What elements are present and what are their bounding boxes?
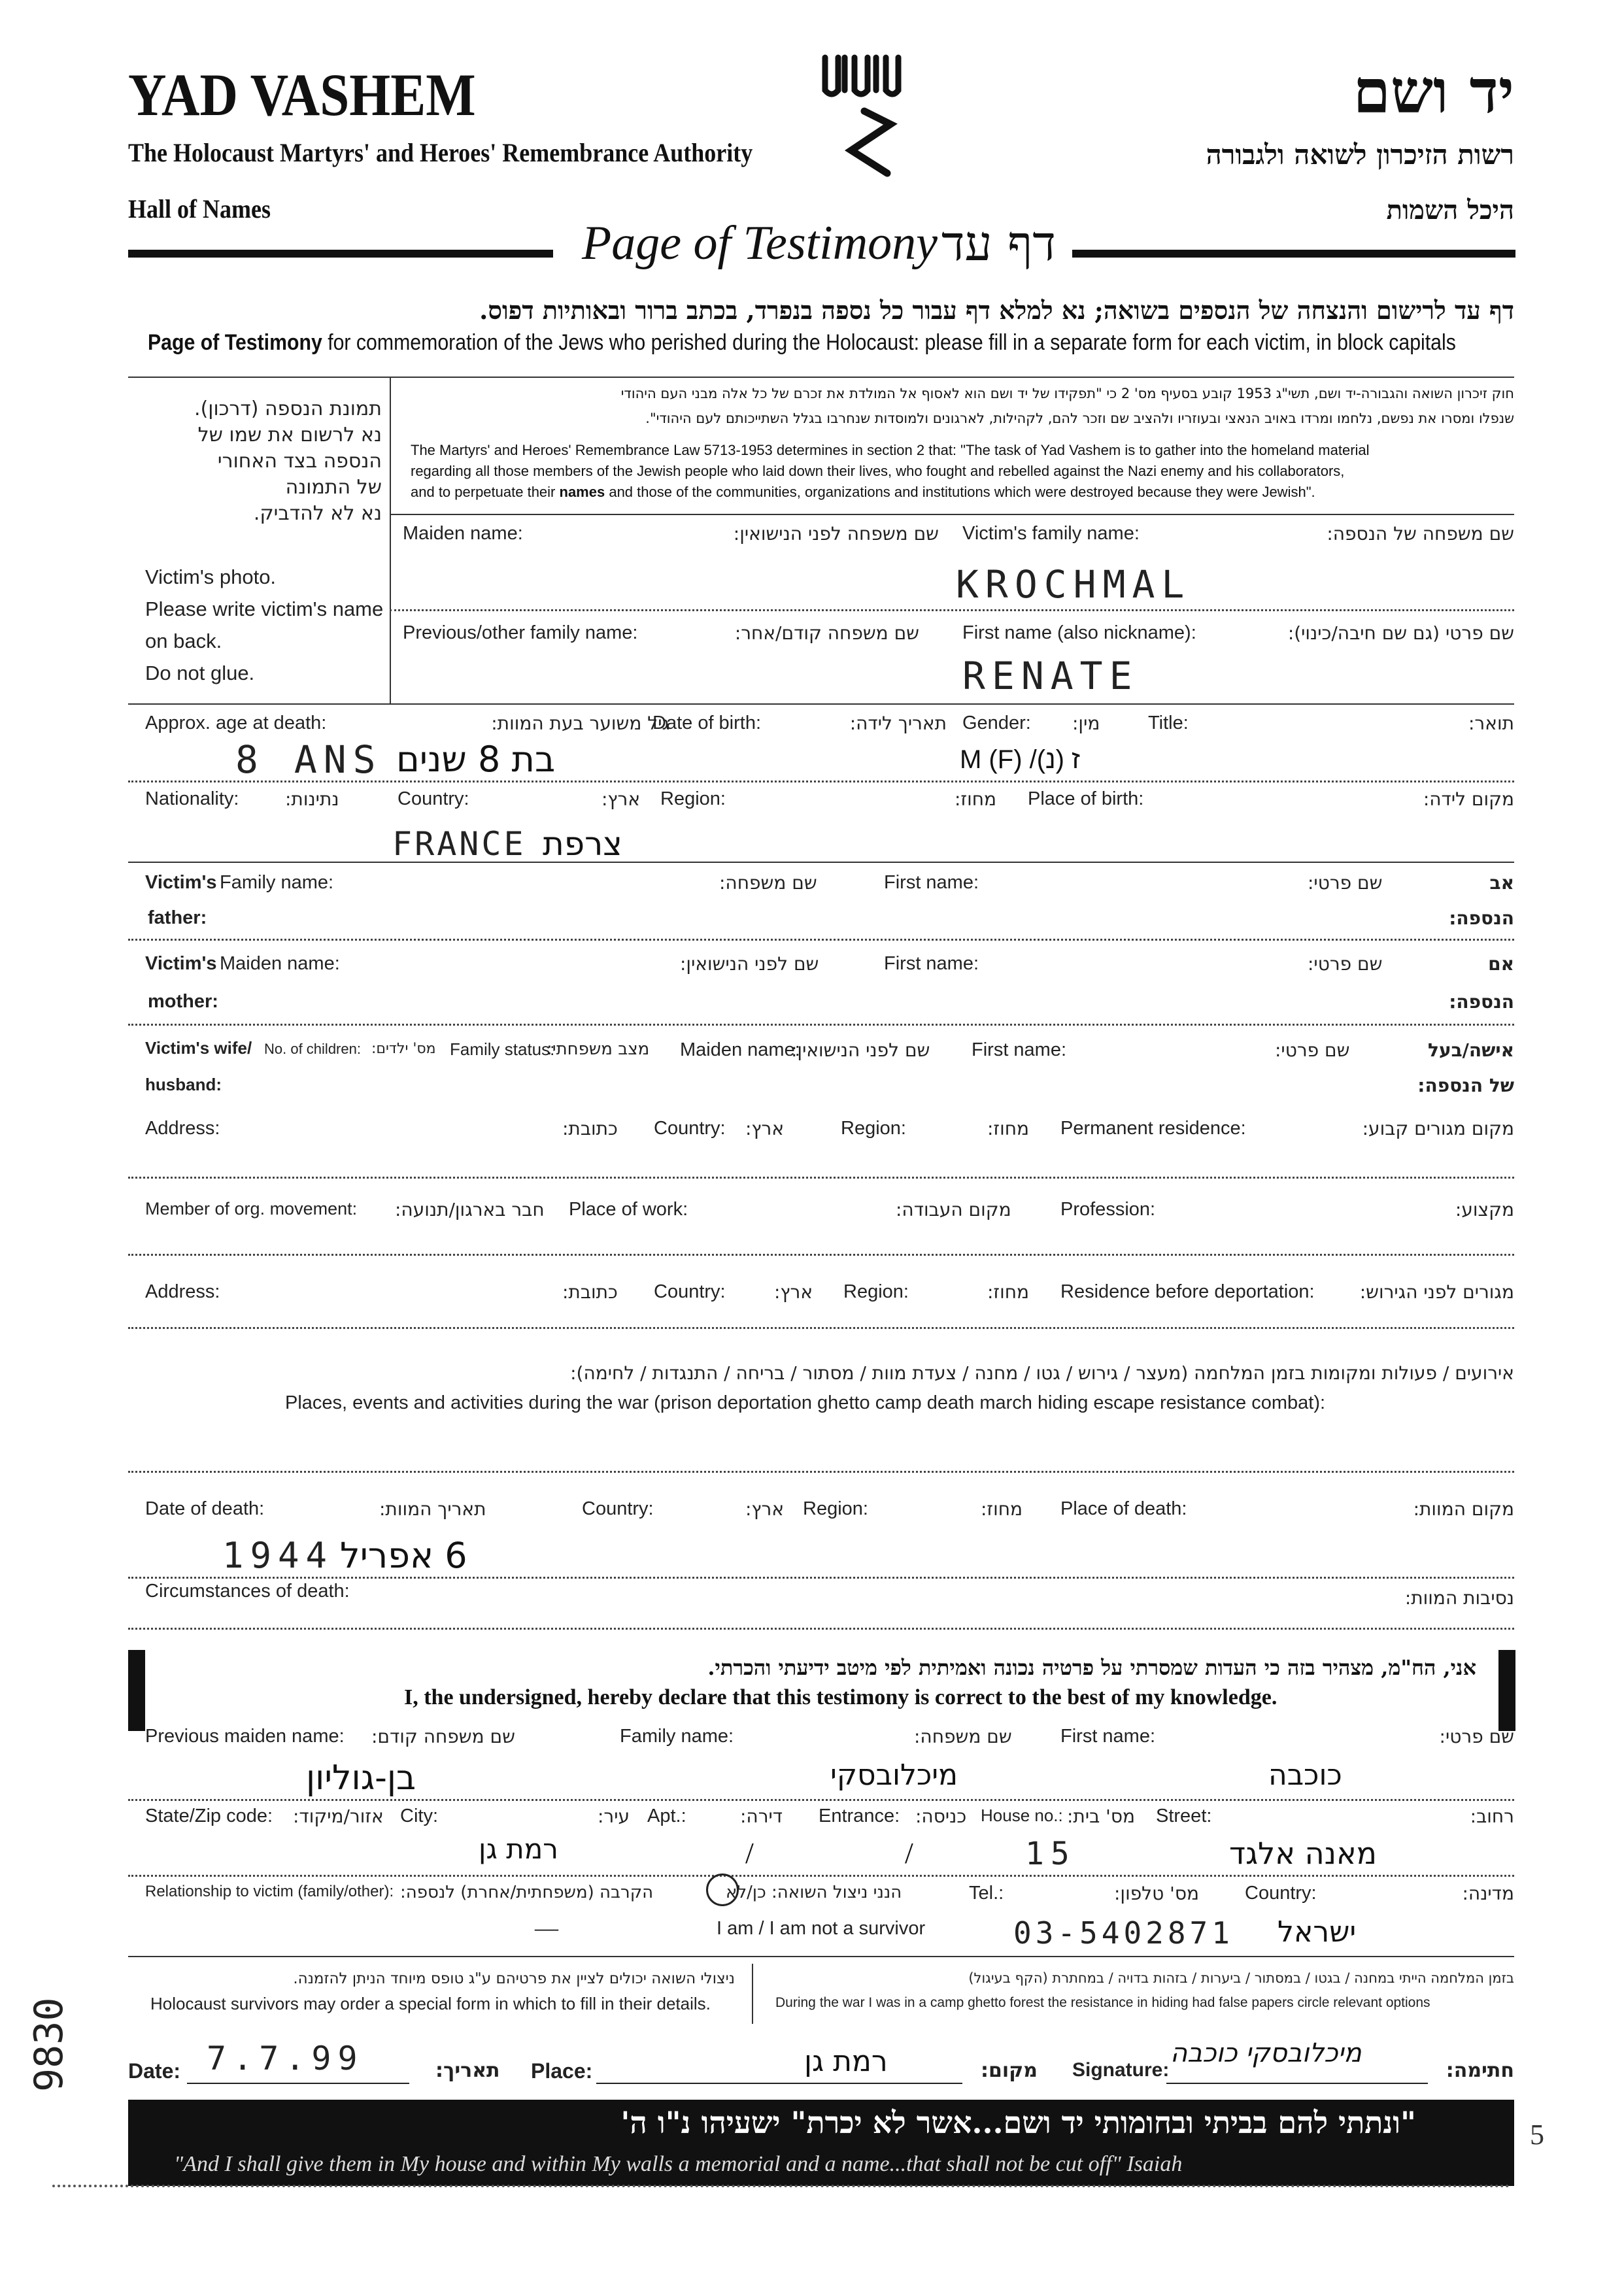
title-label: Title: [1148,713,1189,733]
entrance-label-he: כניסה: [915,1806,967,1827]
margin-right-mark: 5 [1530,2119,1544,2151]
photo-he-line: נא לרשום את שמו של [197,424,382,446]
survivor-label-en: I am / I am not a survivor [717,1918,926,1939]
photo-box-divider [390,377,391,703]
family-status-label-he: מצב משפחתי: [547,1039,650,1059]
gender-options[interactable]: M (F) /ז (נ) [960,745,1080,774]
law-en-2: regarding all those members of the Jewish people who laid down their lives, who fought and rebelled against the Nazi enemy and his collaborators, [411,463,1345,479]
place-of-death-label-he: מקום המוות: [1413,1498,1514,1520]
margin-stamp-number: 9830 [26,1997,72,2092]
mother-maiden-name-label-he: שם לפני הנישואין: [680,953,819,975]
submitter-prev-maiden-value[interactable]: בן-גוליון [306,1758,416,1798]
places-events-he: אירועים / פעולות ומקומות בזמן המלחמה (מעצר / גירוש / גטו / מחנה / צעדת מוות / מסתור / בריחה / התנגדות / לחימה): [570,1362,1514,1384]
intro-he: דף עד לרישום והנצחה של הנספים בשואה; נא למלא דף עבור כל נספה בנפרד, בכתב ברור ובאותיות דפוס. [479,295,1514,325]
entrance-value[interactable]: / [905,1836,913,1870]
hall-of-names-he: היכל השמות [1386,195,1514,226]
street-label: Street: [1156,1806,1212,1826]
father-label: father: [148,907,207,928]
law-en-1: The Martyrs' and Heroes' Remembrance Law 5713-1953 determines in section 2 that: "The task of Yad Vashem is to gather into the homeland material [411,442,1370,458]
family-name-label: Victim's family name: [962,523,1140,544]
survivor-circle [706,1874,739,1906]
address-country-label-he: ארץ: [745,1118,785,1139]
house-no-label-he: מס' בית: [1067,1806,1136,1827]
mother-first-name-label: First name: [884,953,979,974]
intro-en [148,330,1456,356]
member-org-label: Member of org. movement: [145,1199,358,1219]
maiden-name-label: Maiden name: [403,523,523,544]
first-name-label: First name (also nickname): [962,622,1196,643]
country-label: Country: [398,788,469,809]
father-family-name-label-he: שם משפחה: [719,872,817,894]
father-first-name-label: First name: [884,872,979,893]
date-of-death-value-he[interactable]: 6 אפריל [340,1535,467,1576]
survivors-note-en-left: Holocaust survivors may order a special form in which to fill in their details. [150,1994,711,2013]
signature-label-he: חתימה: [1446,2059,1514,2082]
declaration-bar-right [1498,1650,1515,1731]
children-label: No. of children: [264,1041,361,1057]
date-label-he: תאריך: [435,2059,500,2082]
footer-noise [52,2185,1510,2187]
org-name-he: יד ושם [1353,56,1514,127]
place-of-death-label: Place of death: [1060,1498,1187,1519]
date-of-birth-label-he: תאריך לידה: [849,713,947,734]
signature-value[interactable]: מיכלובסקי כוכבה [1170,2038,1362,2068]
footer-quote-en: "And I shall give them in My house and within My walls a memorial and a name...that shall not be cut off" Isaiah [174,2152,1183,2176]
submitter-first-label: First name: [1060,1726,1156,1747]
address2-label-he: כתובת: [562,1281,618,1303]
org-name-en: YAD VASHEM [128,61,476,128]
apt-value[interactable]: / [745,1836,754,1870]
spouse-maiden-label-he: שם לפני הנישואין: [791,1039,930,1061]
mother-he-1: אם [1488,953,1514,975]
family-status-label: Family status: [450,1039,555,1059]
address2-country-label: Country: [654,1281,726,1302]
circumstances-label-he: נסיבות המוות: [1404,1587,1514,1609]
survivors-note-en-right: During the war I was in a camp ghetto forest the resistance in hiding had false papers circle relevant options [775,1995,1430,2010]
address-label: Address: [145,1118,220,1139]
father-he-1: אב [1489,872,1514,894]
first-name-value[interactable]: RENATE [962,654,1139,698]
org-subtitle-en: The Holocaust Martyrs' and Heroes' Remembrance Authority [128,138,753,167]
photo-he-line: תמונת הנספה (דרכון). [194,397,382,420]
photo-he-line: של התמונה [285,476,382,499]
date-of-death-value[interactable]: 1944 [222,1535,334,1576]
place-label-he: מקום: [981,2059,1038,2082]
title-rule-right [1072,250,1515,258]
intro-en-bold: Page of Testimony [148,330,322,355]
street-label-he: רחוב: [1470,1806,1514,1827]
submitter-country-label-he: מדינה: [1462,1883,1514,1904]
date-of-birth-label: Date of birth: [652,713,762,733]
address-region-label-he: מחוז: [987,1118,1030,1139]
submitter-country-label: Country: [1245,1883,1317,1904]
submitter-family-label: Family name: [620,1726,734,1747]
tel-label-he: מס' טלפון: [1114,1883,1200,1904]
husband-label: husband: [145,1075,222,1094]
apt-label-he: דירה: [740,1806,783,1827]
submitter-prev-maiden-label-he: שם משפחה קודם: [371,1726,515,1747]
address-label-he: כתובת: [562,1118,618,1139]
nationality-label-he: נתינות: [285,788,339,810]
declaration-bar-left [128,1650,145,1731]
country-value-he[interactable]: צרפת [543,825,622,863]
address-country-label: Country: [654,1118,726,1139]
nationality-label: Nationality: [145,788,239,809]
page-title-en: Page of Testimony [582,216,938,270]
signature-line [1166,2083,1428,2084]
photo-he-line: הנספה בצד האחורי [217,450,382,473]
address2-region-label-he: מחוז: [987,1281,1030,1303]
photo-en-line: Do not glue. [145,662,255,684]
declaration-he: אני, הח"מ, מצהיר בזה כי העדות שמסרתי על פרטיה נכונה ואמיתית לפי מיטב ידיעתי והכרתי. [707,1655,1476,1680]
previous-family-name-label-he: שם משפחה קודם/אחר: [734,622,919,644]
mother-he-2: הנספה: [1449,991,1514,1013]
law-en-3a: and to perpetuate their [411,484,560,500]
org-subtitle-he: רשות הזיכרון לשואה ולגבורה [1206,139,1514,171]
survivor-label-he: הנני ניצול השואה: כן/לא [726,1883,902,1902]
submitter-prev-maiden-label: Previous maiden name: [145,1726,345,1747]
residence-before-deportation-label: Residence before deportation: [1060,1281,1315,1302]
residence-before-deportation-label-he: מגורים לפני הגירוש: [1359,1281,1514,1303]
profession-label-he: מקצוע: [1455,1199,1514,1220]
places-events-en: Places, events and activities during the war (prison deportation ghetto camp death march hiding escape resistance combat): [285,1392,1326,1413]
date-line [187,2083,409,2084]
house-no-value[interactable]: 15 [1025,1836,1076,1872]
city-value[interactable]: רמת גן [479,1833,558,1865]
photo-box-he [194,396,382,527]
member-org-label-he: חבר בארגון/תנועה: [395,1199,545,1220]
law-en-3b: names [559,484,605,500]
photo-en-line: on back. [145,630,222,652]
place-of-birth-label-he: מקום לידה: [1423,788,1514,810]
victims-father-label: Victim's [145,872,217,893]
profession-label: Profession: [1060,1199,1156,1220]
footer-quote-he: "ונתתי להם בביתי ובחומותי יד ושם...אשר לא יכרת" ישעיהו נ"ו ה' [620,2105,1416,2140]
city-label-he: עיר: [598,1806,630,1827]
city-label: City: [400,1806,438,1826]
children-label-he: מס' ילדים: [371,1041,436,1057]
state-zip-label-he: אזור/מיקוד: [293,1806,384,1827]
father-first-name-label-he: שם פרטי: [1308,872,1383,894]
submitter-family-label-he: שם משפחה: [914,1726,1012,1747]
place-of-work-label: Place of work: [569,1199,688,1220]
spouse-label: Victim's wife/ [145,1038,252,1058]
father-he-2: הנספה: [1449,907,1514,929]
relationship-value[interactable]: — [535,1915,558,1941]
survivors-note-he-right: בזמן המלחמה הייתי במחנה / בגטו / במסתור / ביערות / בזהות בדויה / במחתרת (הקף בעיגול) [968,1970,1514,1986]
footer-banner [128,2100,1514,2186]
death-country-label-he: ארץ: [745,1498,785,1520]
address2-region-label: Region: [843,1281,909,1302]
maiden-name-label-he: שם משפחה לפני הנישואין: [733,523,939,545]
mother-label: mother: [148,991,218,1012]
relationship-label: Relationship to victim (family/other): [145,1883,394,1900]
family-name-label-he: שם משפחה של הנספה: [1327,523,1514,545]
permanent-residence-label: Permanent residence: [1060,1118,1246,1139]
state-zip-label: State/Zip code: [145,1806,273,1826]
region-label: Region: [660,788,726,809]
gender-label: Gender: [962,713,1031,733]
apt-label: Apt.: [647,1806,686,1826]
place-of-work-label-he: מקום העבודה: [896,1199,1011,1220]
spouse-he-1: אישה/בעל [1428,1039,1514,1061]
title-label-he: תואר: [1468,713,1514,734]
intro-en-text: for commemoration of the Jews who perished during the Holocaust: please fill in a separate form for each victim, in block capitals [322,330,1456,355]
circumstances-label: Circumstances of death: [145,1581,350,1602]
date-of-death-label-he: תאריך המוות: [379,1498,486,1520]
age-value-he[interactable]: בת 8 שנים [396,739,556,780]
age-at-death-label: Approx. age at death: [145,713,327,733]
house-no-label: House no.: [981,1806,1063,1825]
tel-value[interactable]: 03-5402871 [1013,1915,1234,1951]
death-region-label: Region: [803,1498,868,1519]
previous-family-name-label: Previous/other family name: [403,622,638,643]
place-label: Place: [531,2059,593,2083]
permanent-residence-label-he: מקום מגורים קבוע: [1362,1118,1514,1139]
date-label: Date: [128,2059,181,2083]
place-value[interactable]: רמת גן [804,2045,888,2078]
submitter-country-value[interactable]: ישראל [1277,1915,1357,1949]
father-family-name-label: Family name: [220,872,334,893]
spouse-he-2: של הנספה: [1417,1075,1514,1096]
victims-mother-label: Victim's [145,953,217,974]
submitter-first-label-he: שם פרטי: [1439,1726,1514,1747]
tel-label: Tel.: [969,1883,1004,1904]
relationship-label-he: הקרבה (משפחתית/אחרת) לנספה: [400,1883,654,1902]
address2-label: Address: [145,1281,220,1302]
photo-en-line: Victim's photo. [145,565,277,588]
first-name-label-he: שם פרטי (גם שם חיבה/כינוי): [1287,622,1514,644]
mother-maiden-name-label: Maiden name: [220,953,340,974]
spouse-first-name-label: First name: [972,1039,1067,1060]
entrance-label: Entrance: [819,1806,900,1826]
survivors-note-he-left: ניצולי השואה יכולים לציין את פרטיהם ע"ג טופס מיוחד הניתן להזמנה. [293,1970,735,1987]
address-region-label: Region: [841,1118,906,1139]
law-en-3 [411,484,1315,501]
country-value[interactable]: FRANCE [392,825,526,863]
place-of-birth-label: Place of birth: [1028,788,1144,809]
survivors-divider [752,1964,753,2024]
law-he-2: שנפלו ומסרו את נפשם, נלחמו ומרדו באויב הנאצי ובעוזריו ולהציב שם וזכר להם, לקהילות, לארגונים ולמוסדות שנחרבו בגלל השתייכותם לעם היהודי". [645,411,1514,426]
photo-he-line: נא לא להדביק. [253,502,382,525]
signature-label: Signature: [1072,2059,1170,2081]
death-country-label: Country: [582,1498,654,1519]
street-value[interactable]: מאנה אלגד [1229,1836,1378,1871]
date-of-death-label: Date of death: [145,1498,265,1519]
yad-vashem-logo [819,52,904,190]
law-en-3c: and those of the communities, organizations and institutions which were destroyed because they were Jewish". [605,484,1315,500]
spouse-maiden-label: Maiden name: [680,1039,800,1060]
photo-box-en [145,561,383,689]
place-line [596,2083,962,2084]
page-title-he: דף עד [941,216,1056,272]
age-value[interactable]: 8 ANS [235,737,382,782]
age-at-death-label-he: גיל משוער בעת המוות: [491,713,669,734]
date-value[interactable]: 7.7.99 [207,2040,364,2077]
photo-en-line: Please write victim's name [145,597,384,620]
spouse-first-name-label-he: שם פרטי: [1275,1039,1350,1061]
law-he-1: חוק זיכרון השואה והגבורה-יד ושם, תשי"ג 1953 קובע בסעיף מס' 2 כי "תפקידו של יד ושם הוא לאסוף אל המולדת את זכרם של כל אלה מבני העם היהודי [620,386,1514,401]
address2-country-label-he: ארץ: [774,1281,813,1303]
submitter-family-value[interactable]: מיכלובסקי [830,1758,958,1792]
gender-label-he: מין: [1072,713,1100,734]
family-name-value[interactable]: KROCHMAL [956,562,1191,607]
title-rule-left [128,250,553,258]
mother-first-name-label-he: שם פרטי: [1308,953,1383,975]
declaration-en: I, the undersigned, hereby declare that this testimony is correct to the best of my knowledge. [404,1685,1277,1709]
region-label-he: מחוז: [955,788,997,810]
death-region-label-he: מחוז: [981,1498,1023,1520]
country-label-he: ארץ: [601,788,641,810]
hall-of-names-en: Hall of Names [128,194,271,224]
submitter-first-value[interactable]: כוכבה [1268,1758,1342,1792]
